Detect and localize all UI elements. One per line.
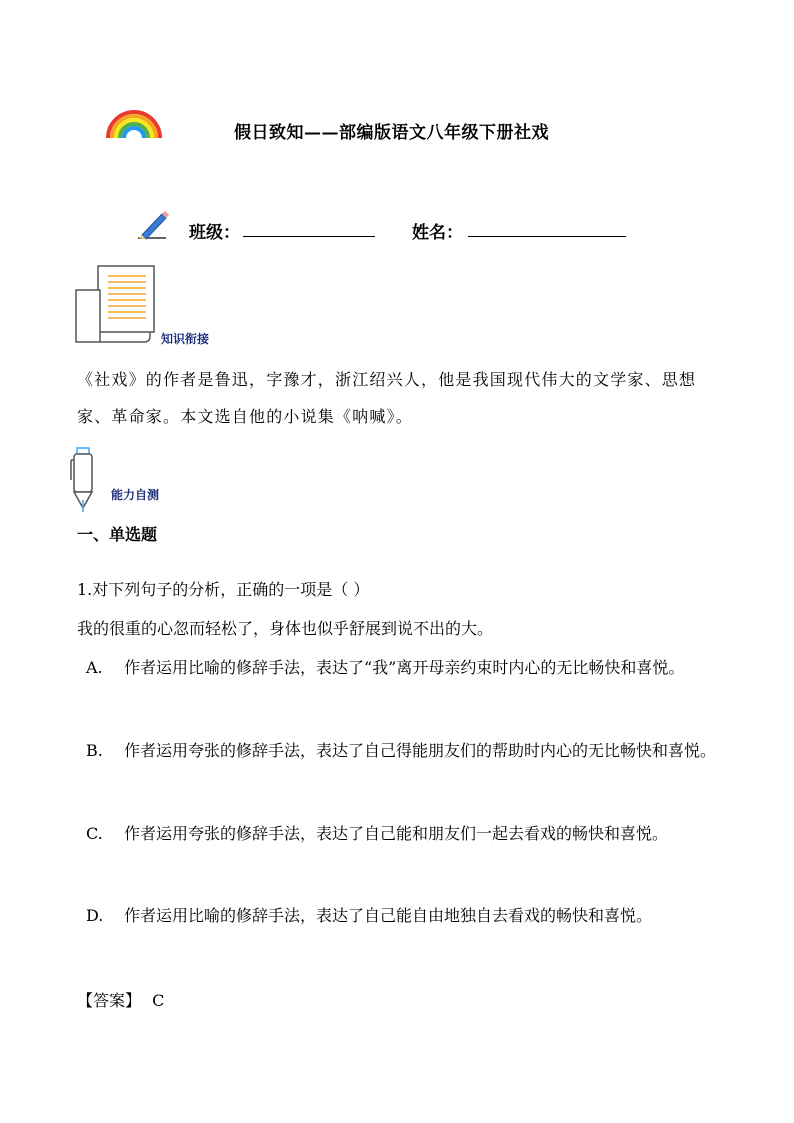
name-label: 姓名： xyxy=(412,223,463,243)
option-letter: C. xyxy=(86,824,103,843)
answer-value: C xyxy=(152,991,165,1010)
question-prompt: 1.对下列句子的分析，正确的一项是（ ） xyxy=(77,580,370,599)
option-a[interactable] xyxy=(86,648,736,688)
option-text: 作者运用比喻的修辞手法，表达了“我”离开母亲约束时内心的无比畅快和喜悦。 xyxy=(124,658,685,677)
name-field[interactable] xyxy=(468,236,626,237)
document-scroll-icon xyxy=(74,264,160,350)
section-heading: 一、单选题 xyxy=(77,525,158,544)
answer-line xyxy=(77,988,164,1011)
option-b[interactable] xyxy=(86,731,736,771)
option-d[interactable] xyxy=(86,896,736,936)
rainbow-icon xyxy=(105,108,163,144)
option-letter: A. xyxy=(86,658,103,677)
pen-icon xyxy=(66,446,100,518)
knowledge-label: 知识衔接 xyxy=(161,332,210,346)
class-field[interactable] xyxy=(243,236,375,237)
page-title: 假日致知——部编版语文八年级下册社戏 xyxy=(234,123,549,143)
option-text: 作者运用夸张的修辞手法，表达了自己能和朋友们一起去看戏的畅快和喜悦。 xyxy=(124,824,669,843)
option-text: 作者运用比喻的修辞手法，表达了自己能自由地独自去看戏的畅快和喜悦。 xyxy=(124,906,653,925)
knowledge-paragraph: 《社戏》的作者是鲁迅，字豫才，浙江绍兴人，他是我国现代伟大的文学家、思想家、革命家。本文选自他的小说集《呐喊》。 xyxy=(77,370,697,426)
option-c[interactable] xyxy=(86,814,736,854)
ability-label: 能力自测 xyxy=(111,488,160,502)
pencil-icon xyxy=(136,208,170,244)
option-text: 作者运用夸张的修辞手法，表达了自己得能朋友们的帮助时内心的无比畅快和喜悦。 xyxy=(124,741,717,760)
option-letter: B. xyxy=(86,741,103,760)
question-stem: 我的很重的心忽而轻松了，身体也似乎舒展到说不出的大。 xyxy=(77,619,494,638)
option-letter: D. xyxy=(86,906,104,925)
class-label: 班级： xyxy=(189,223,240,243)
answer-label: 【答案】 xyxy=(77,991,142,1010)
